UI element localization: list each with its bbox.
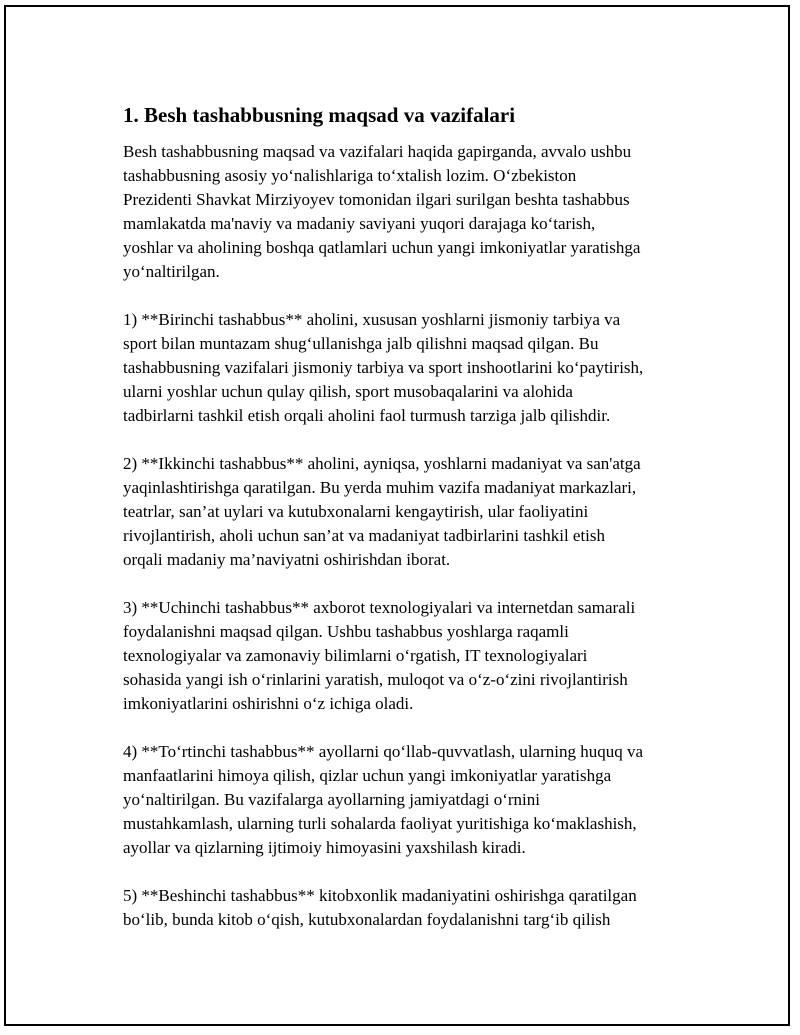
page-frame [4,5,790,1026]
initiative-2-paragraph: 2) **Ikkinchi tashabbus** aholini, ayniqsa, yoshlarni madaniyat va san'atga yaqinlashtirishga qaratilgan. Bu yerda muhim vazifa madaniyat markazlari, teatrlar, san’at uylari va kutubxonalarni kengaytirish, ular faoliyatini rivojlantirish, aholi uchun san’at va madaniyat tadbirlarini tashkil etish orqali madaniy ma’naviyatni oshirishdan iborat. [123,454,641,569]
initiative-4-paragraph: 4) **To‘rtinchi tashabbus** ayollarni qo‘llab-quvvatlash, ularning huquq va manfaatlarini himoya qilish, qizlar uchun yangi imkoniyatlar yaratishga yo‘naltirilgan. Bu vazifalarga ayollarning jamiyatdagi o‘rnini mustahkamlash, ularning turli sohalarda faoliyat yuritishiga ko‘maklashish, ayollar va qizlarning ijtimoiy himoyasini yaxshilash kiradi. [123,742,644,857]
intro-paragraph: Besh tashabbusning maqsad va vazifalari haqida gapirganda, avvalo ushbu tashabbusning asosiy yo‘nalishlariga to‘xtalish lozim. O‘zbekiston Prezidenti Shavkat Mirziyoyev tomonidan ilgari surilgan beshta tashabbus mamlakatda ma'naviy va madaniy saviyani yuqori darajaga ko‘tarish, yoshlar va aholining boshqa qatlamlari uchun yangi imkoniyatlar yaratishga yo‘naltirilgan. [123,142,641,281]
initiative-5-paragraph: 5) **Beshinchi tashabbus** kitobxonlik madaniyatini oshirishga qaratilgan bo‘lib, bunda kitob o‘qish, kutubxonalardan foydalanishni targ‘ib qilish [123,886,637,929]
section-heading: 1. Besh tashabbusning maqsad va vazifalari [123,103,516,127]
initiative-1-paragraph: 1) **Birinchi tashabbus** aholini, xususan yoshlarni jismoniy tarbiya va sport bilan muntazam shug‘ullanishga jalb qilishni maqsad qilgan. Bu tashabbusning vazifalari jismoniy tarbiya va sport inshootlarini ko‘paytirish, ularni yoshlar uchun qulay qilish, sport musobaqalarini va alohida tadbirlarni tashkil etish orqali aholini faol turmush tarziga jalb qilishdir. [123,310,644,425]
document-body [123,103,698,956]
initiative-3-paragraph: 3) **Uchinchi tashabbus** axborot texnologiyalari va internetdan samarali foydalanishni maqsad qilgan. Ushbu tashabbus yoshlarga raqamli texnologiyalar va zamonaviy bilimlarni o‘rgatish, IT texnologiyalari sohasida yangi ish o‘rinlarini yaratish, muloqot va o‘z-o‘zini rivojlantirish imkoniyatlarini oshirishni o‘z ichiga oladi. [123,598,636,713]
